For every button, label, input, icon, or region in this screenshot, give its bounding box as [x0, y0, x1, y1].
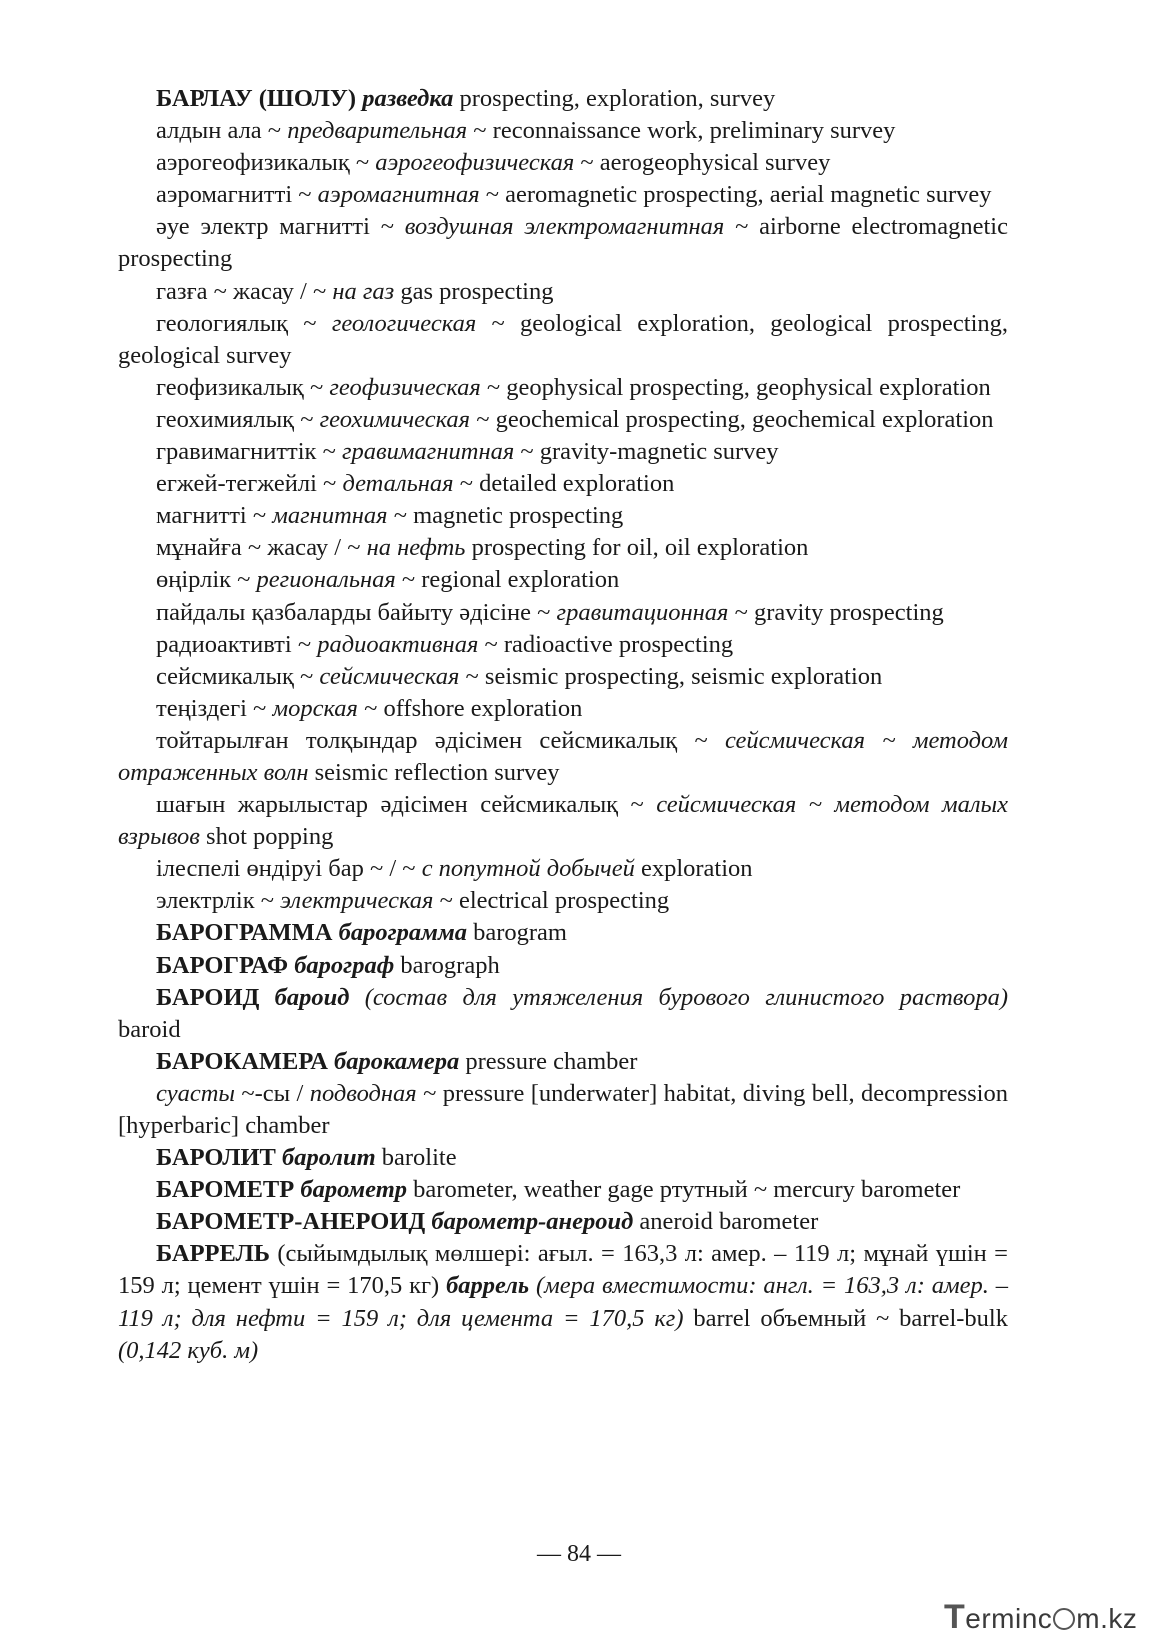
entry-text: геологиялық ~ [156, 309, 332, 337]
entry-text: aneroid barometer [633, 1208, 819, 1236]
dictionary-entry [118, 83, 1008, 115]
dictionary-entry [118, 853, 1008, 885]
entry-text: егжей-тегжейлі ~ [156, 470, 343, 498]
entry-russian: геофизическая [329, 373, 481, 401]
entry-text: (сыйымдылық мөлшері: ағыл. = 163,3 л: амер. – 119 л; мұнай үшін = 159 л; цемент үшін = 170,5 кг) [118, 1240, 1008, 1300]
entry-russian: суасты [156, 1079, 235, 1107]
entry-text: ~ airborne electromagnetic prospecting [118, 213, 1008, 273]
entry-text: prospecting for oil, oil exploration [465, 534, 809, 562]
entry-text: exploration [634, 855, 753, 883]
entry-text: ~ geochemical prospecting, geochemical exploration [470, 405, 994, 433]
dictionary-entry [118, 147, 1008, 179]
entry-headword: БАРОГРАММА [156, 919, 339, 947]
entry-headword: БАРЛАУ (ШОЛУ) [156, 85, 363, 112]
entry-text: ~ reconnaissance work, preliminary survey [467, 117, 896, 145]
entry-text: ~ magnetic prospecting [387, 502, 624, 530]
entry-russian: региональная [256, 566, 396, 594]
dictionary-entry [118, 276, 1008, 308]
dictionary-entry [118, 211, 1008, 275]
entry-russian: геологическая [331, 309, 477, 337]
dictionary-page [118, 83, 1008, 1367]
entry-text: barometer, weather gage ртутный ~ mercury barometer [407, 1176, 961, 1204]
dictionary-entry [118, 917, 1008, 949]
dictionary-entry [118, 789, 1008, 853]
entry-text: ~ pressure [underwater] habitat, diving bell, decompression [hyperbaric] chamber [118, 1079, 1008, 1139]
entry-text: barrel объемный ~ barrel-bulk [683, 1304, 1008, 1332]
logo-text-end: m.kz [1076, 1603, 1138, 1634]
entry-text: геохимиялық ~ [156, 405, 320, 433]
entry-text: гравимагниттік ~ [156, 438, 342, 466]
dictionary-entry [118, 115, 1008, 147]
entry-headword: БАРОКАМЕРА [156, 1047, 335, 1075]
entry-russian: (мера вместимости: англ. = 163,3 л: амер. – 119 л; для нефти = 159 л; для цемента = 170,5 кг) [118, 1272, 1008, 1332]
entry-russian: сейсмическая [319, 662, 460, 690]
dictionary-entry [118, 597, 1008, 629]
entry-headword: БАРОГРАФ [156, 951, 295, 979]
entry-russian: барометр [300, 1176, 408, 1204]
entry-text: ~-сы / [235, 1079, 310, 1107]
entry-russian: (состав для утяжеления бурового глинистого раствора) [349, 983, 1009, 1011]
entry-text: ~ seismic prospecting, seismic exploration [459, 662, 883, 690]
entry-russian: аэромагнитная [317, 181, 480, 209]
entry-text: ~ aerogeophysical survey [574, 149, 831, 177]
entry-text: магнитті ~ [156, 502, 273, 530]
entry-russian: гравитационная [556, 598, 729, 626]
dictionary-entry [118, 404, 1008, 436]
dictionary-entry [118, 1078, 1008, 1142]
entry-russian: барограф [294, 951, 395, 979]
dictionary-entry [118, 532, 1008, 564]
entry-russian: разведка [362, 85, 454, 112]
entry-russian: барограмма [338, 919, 467, 947]
entry-text: shot popping [199, 823, 334, 851]
magnifier-icon [1053, 1608, 1075, 1630]
entry-russian: предварительная [287, 117, 468, 145]
entry-text: аэрогеофизикалық ~ [156, 149, 376, 177]
entry-text: barograph [394, 951, 500, 979]
dictionary-entry [118, 1046, 1008, 1078]
page-number: — 84 — [537, 1541, 621, 1567]
dictionary-entry [118, 308, 1008, 372]
entry-russian: сейсмическая ~ методом малых взрывов [118, 791, 1009, 851]
entry-text: seismic reflection survey [308, 758, 560, 786]
entry-russian: морская [272, 694, 358, 722]
dictionary-entry [118, 982, 1008, 1046]
entry-russian: радиоактивная [317, 630, 479, 658]
entry-text: gas prospecting [394, 277, 554, 305]
logo-letter-t: T [944, 1598, 966, 1636]
entry-text: pressure chamber [459, 1047, 638, 1075]
entry-russian: барометр-анероид [431, 1208, 634, 1236]
entry-text: газға ~ жасау / ~ [156, 277, 333, 305]
entry-text: ~ geophysical prospecting, geophysical exploration [480, 373, 991, 401]
entry-russian: на газ [332, 277, 395, 305]
entry-russian: барокамера [334, 1047, 460, 1075]
entry-text: пайдалы қазбаларды байыту әдісіне ~ [156, 598, 557, 626]
dictionary-entry [118, 661, 1008, 693]
dictionary-entry [118, 629, 1008, 661]
entry-text: алдын ала ~ [156, 117, 288, 145]
entry-russian: бароид [274, 983, 350, 1011]
dictionary-entry [118, 950, 1008, 982]
entry-russian: на нефть [366, 534, 466, 562]
entry-russian: магнитная [272, 502, 388, 530]
entry-text: ~ electrical prospecting [433, 887, 670, 915]
entry-text: сейсмикалық ~ [156, 662, 320, 690]
entry-text: геофизикалық ~ [156, 373, 330, 401]
dictionary-entry [118, 436, 1008, 468]
dictionary-entry [118, 1206, 1008, 1238]
entry-text: ~ radioactive prospecting [478, 630, 734, 658]
dictionary-entry [118, 564, 1008, 596]
termincom-logo[interactable] [944, 1600, 1149, 1634]
entry-russian: гравимагнитная [341, 438, 515, 466]
entry-russian: (0,142 куб. м) [118, 1336, 259, 1364]
entry-russian: баррель [446, 1272, 530, 1300]
entry-text: радиоактивті ~ [156, 630, 318, 658]
entry-text: ~ aeromagnetic prospecting, aerial magnetic survey [479, 181, 992, 209]
dictionary-entry [118, 179, 1008, 211]
entry-text: ~ detailed exploration [453, 470, 675, 498]
entry-text: электрлік ~ [156, 887, 281, 915]
entry-headword: БАРРЕЛЬ [156, 1240, 270, 1268]
entry-text: prospecting, exploration, survey [453, 85, 776, 112]
entry-russian: аэрогеофизическая [375, 149, 575, 177]
entry-text: ~ gravity-magnetic survey [514, 438, 779, 466]
entry-text: ілеспелі өндіруі бар ~ / ~ [156, 855, 422, 883]
entry-headword: БАРОМЕТР-АНЕРОИД [156, 1208, 432, 1236]
entry-text: barogram [466, 919, 567, 947]
entry-headword: БАРОМЕТР [156, 1176, 301, 1204]
dictionary-entry [118, 500, 1008, 532]
entry-text: өңірлік ~ [156, 566, 257, 594]
dictionary-entry [118, 1142, 1008, 1174]
entry-text: шағын жарылыстар әдісімен сейсмикалық ~ [156, 791, 657, 819]
entry-text: тойтарылған толқындар әдісімен сейсмикалық ~ [156, 726, 725, 754]
entry-headword: БАРОИД [156, 983, 275, 1011]
entry-text: barolite [375, 1144, 457, 1172]
entry-text: теңіздегі ~ [156, 694, 273, 722]
entry-text: ~ offshore exploration [357, 694, 583, 722]
dictionary-entry [118, 1174, 1008, 1206]
dictionary-entry [118, 372, 1008, 404]
entry-russian: геохимическая [319, 405, 471, 433]
entry-russian: детальная [342, 470, 454, 498]
entry-russian: баролит [282, 1144, 376, 1172]
entry-text: ~ gravity prospecting [728, 598, 944, 626]
dictionary-entry [118, 468, 1008, 500]
dictionary-entry [118, 1238, 1008, 1366]
dictionary-entry [118, 693, 1008, 725]
entry-text: ~ regional exploration [395, 566, 620, 594]
entry-russian: с попутной добычей [421, 855, 635, 883]
entry-russian: воздушная электромагнитная [404, 213, 725, 241]
dictionary-entry [118, 885, 1008, 917]
dictionary-entry [118, 725, 1008, 789]
entry-russian: электрическая [280, 887, 434, 915]
entry-text: аэромагнитті ~ [156, 181, 318, 209]
entry-text: ~ geological exploration, geological prospecting, geological survey [118, 309, 1008, 369]
entry-text: baroid [118, 1015, 181, 1043]
entry-russian: сейсмическая ~ методом отраженных волн [118, 726, 1008, 786]
entry-text: мұнайға ~ жасау / ~ [156, 534, 367, 562]
logo-text-mid: erminc [965, 1603, 1053, 1634]
entry-russian: подводная [309, 1079, 417, 1107]
entry-headword: БАРОЛИТ [156, 1144, 283, 1172]
entry-text: әуе электр магнитті ~ [156, 213, 405, 241]
